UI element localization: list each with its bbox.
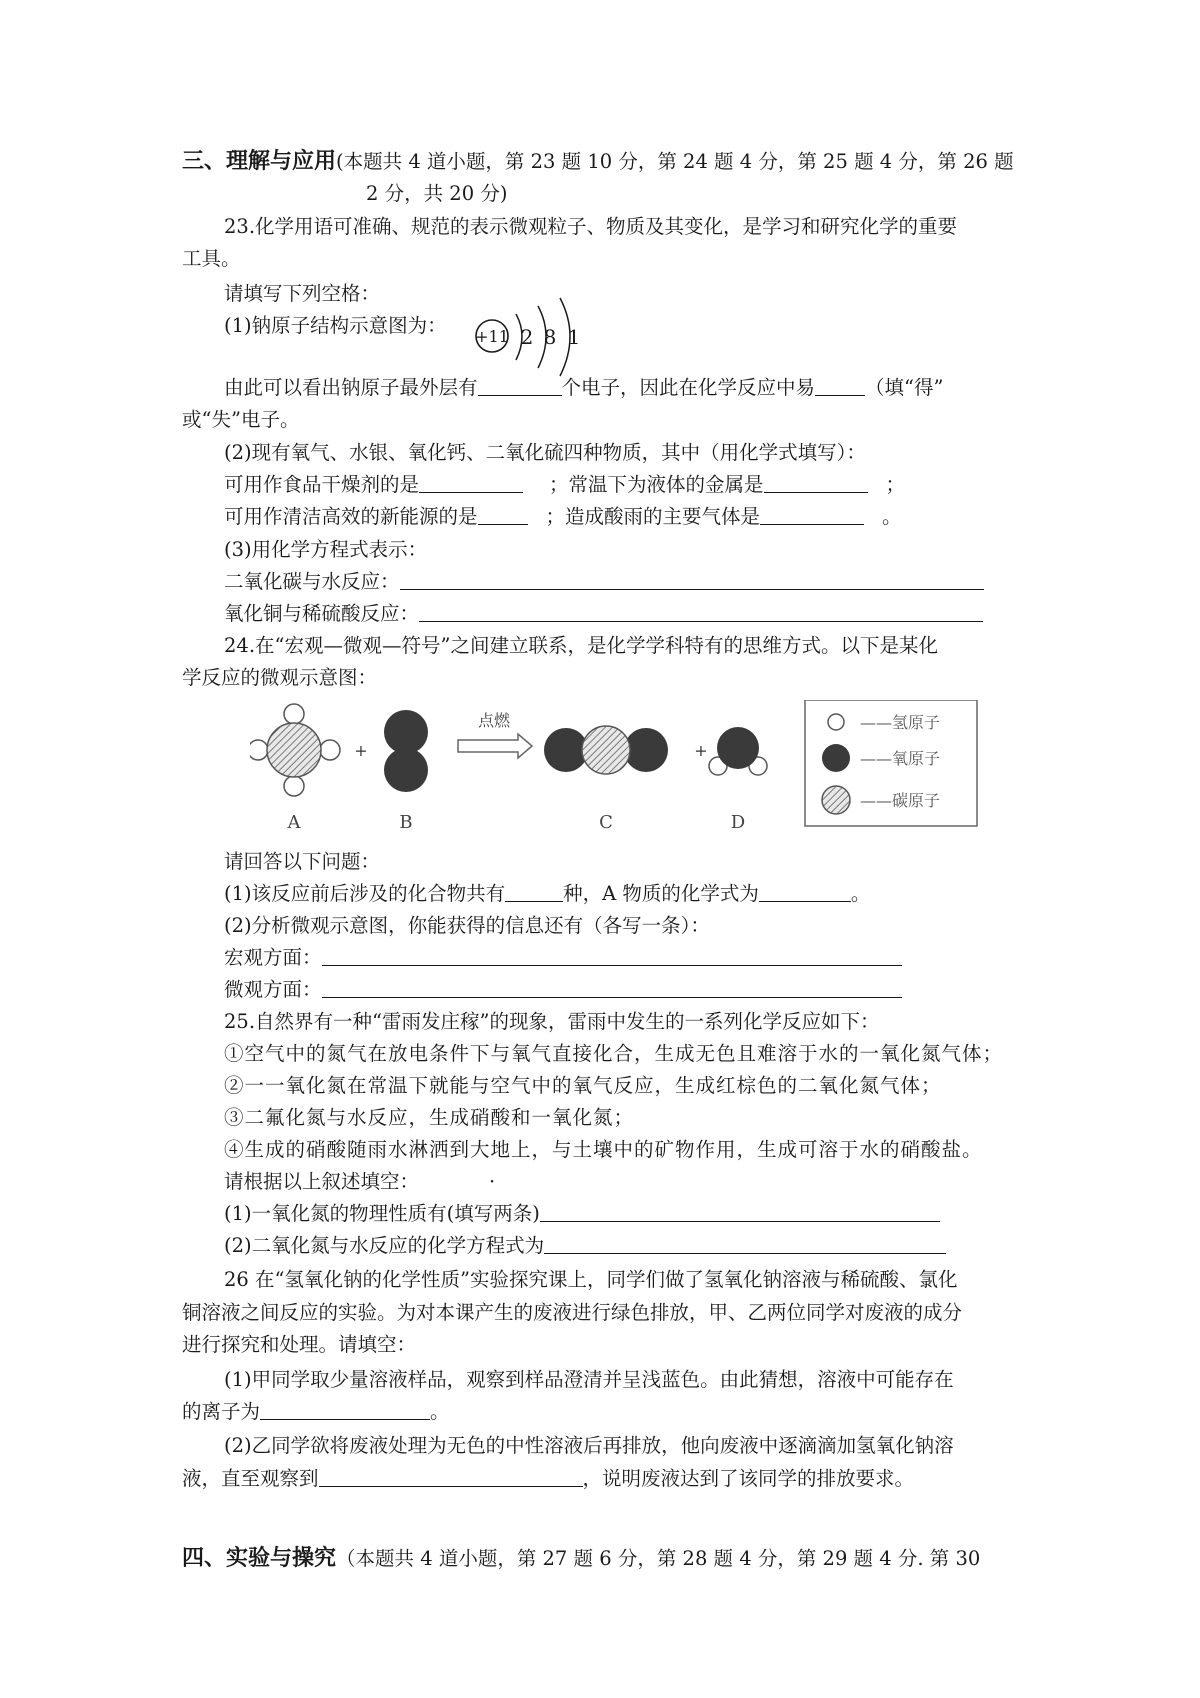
blank-compound-count[interactable]	[505, 881, 563, 902]
blank-outer-electrons[interactable]	[478, 375, 562, 396]
q26-intro-cont-2: 进行探究和处理。请填空：	[182, 1333, 417, 1356]
q24-part1: (1)该反应前后涉及的化合物共有 种，A 物质的化学式为 。	[224, 882, 871, 905]
shell-2-electrons: 8	[543, 325, 557, 349]
blank-liquid-metal[interactable]	[764, 472, 868, 493]
q23-prompt: 请填写下列空格：	[224, 282, 381, 305]
molecule-a	[250, 704, 340, 796]
q25-step-1: ①空气中的氮气在放电条件下与氧气直接化合，生成无色且难溶于水的一氧化氮气体；	[224, 1042, 1004, 1065]
section-3-note-cont: 2 分，共 20 分)	[366, 182, 508, 205]
label-b: B	[399, 812, 413, 833]
q23-intro-cont: 工具。	[182, 247, 241, 270]
q24-intro: 24.在“宏观—微观—符号”之间建立联系，是化学学科特有的思维方式。以下是某化	[224, 634, 938, 657]
q23-part1-text-cont: 或“失”电子。	[182, 408, 300, 431]
section-4-heading	[182, 1545, 980, 1573]
blank-acid-rain-gas[interactable]	[760, 504, 864, 525]
nucleus-charge: +11	[475, 327, 509, 346]
q25-prompt: 请根据以上叙述填空： ·	[224, 1170, 496, 1193]
plus-sign-2: +	[694, 741, 708, 760]
label-d: D	[730, 812, 746, 833]
reaction-micro-diagram	[250, 700, 980, 840]
section-3-note: (本题共 4 道小题，第 23 题 10 分，第 24 题 4 分，第 25 题 4 分，第 26 题	[336, 150, 1014, 173]
q25-part1: (1)一氧化氮的物理性质有(填写两条)	[224, 1200, 940, 1228]
label-c: C	[599, 812, 613, 833]
blank-co2-water-equation[interactable]	[400, 569, 984, 590]
q25-part2: (2)二氧化氮与水反应的化学方程式为	[224, 1232, 946, 1260]
blank-a-formula[interactable]	[759, 881, 851, 902]
q23-part2-line2: 可用作清洁高效的新能源的是 ；造成酸雨的主要气体是 。	[224, 505, 902, 528]
q24-part2-macro: 宏观方面：	[224, 944, 902, 972]
label-a: A	[287, 812, 301, 833]
molecule-b	[384, 710, 428, 792]
plus-sign-1: +	[354, 741, 368, 760]
shell-3-electrons: 1	[567, 325, 581, 349]
stray-dot: ·	[489, 1170, 496, 1193]
q25-step-2: ②一一氧化氮在常温下就能与空气中的氧气反应，生成红棕色的二氧化氮气体；	[224, 1074, 942, 1097]
legend-hydrogen: ——氢原子	[860, 713, 941, 732]
q23-part1-text: 由此可以看出钠原子最外层有 个电子，因此在化学反应中易 （填“得”	[224, 376, 944, 399]
blank-observation[interactable]	[319, 1466, 583, 1487]
legend-oxygen: ——氧原子	[860, 749, 941, 768]
blank-clean-energy[interactable]	[478, 504, 528, 525]
sodium-atom-diagram	[470, 288, 610, 384]
q24-part2-micro: 微观方面：	[224, 976, 902, 1004]
blank-possible-ions[interactable]	[260, 1399, 430, 1420]
q23-intro: 23.化学用语可准确、规范的表示微观粒子、物质及其变化，是学习和研究化学的重要	[224, 215, 958, 238]
q24-prompt: 请回答以下问题：	[224, 850, 381, 873]
legend-carbon: ——碳原子	[860, 791, 941, 810]
arrow-condition-label: 点燃	[477, 711, 511, 730]
q23-part2-line1: 可用作食品干燥剂的是 ；常温下为液体的金属是 ；	[224, 473, 906, 496]
molecule-d	[709, 727, 767, 775]
reaction-arrow	[458, 734, 532, 758]
blank-micro-info[interactable]	[322, 977, 902, 998]
q24-part2-label: (2)分析微观示意图，你能获得的信息还有（各写一条）：	[224, 914, 710, 937]
q25-step-4: ④生成的硝酸随雨水淋洒到大地上，与土壤中的矿物作用，生成可溶于水的硝酸盐。	[224, 1138, 983, 1161]
q26-part2: (2)乙同学欲将废液处理为无色的中性溶液后再排放，他向废液中逐滴滴加氢氧化钠溶	[224, 1434, 954, 1457]
q26-intro-cont-1: 铜溶液之间反应的实验。为对本课产生的废液进行绿色排放，甲、乙两位同学对废液的成分	[182, 1301, 963, 1324]
q25-step-3: ③二氟化氮与水反应，生成硝酸和一氧化氮；	[224, 1106, 635, 1129]
q24-intro-cont: 学反应的微观示意图：	[182, 666, 378, 689]
shell-1-electrons: 2	[520, 325, 534, 349]
q26-part1-cont: 的离子为 。	[182, 1400, 450, 1423]
q23-part1-label: (1)钠原子结构示意图为：	[224, 314, 447, 337]
blank-no-physical-properties[interactable]	[540, 1201, 940, 1222]
section-3-heading	[182, 148, 1014, 176]
q23-part3-line1: 二氧化碳与水反应：	[224, 568, 984, 596]
q25-intro: 25.自然界有一种“雷雨发庄稼”的现象，雷雨中发生的一系列化学反应如下：	[224, 1010, 880, 1033]
blank-macro-info[interactable]	[322, 945, 902, 966]
q23-part3-line2: 氧化铜与稀硫酸反应：	[224, 600, 983, 628]
q23-part3-label: (3)用化学方程式表示：	[224, 538, 428, 561]
molecule-c	[544, 726, 668, 774]
blank-desiccant[interactable]	[419, 472, 523, 493]
q26-intro: 26 在“氢氧化钠的化学性质”实验探究课上，同学们做了氢氧化钠溶液与稀硫酸、氯化	[224, 1268, 958, 1291]
section-3-title: 三、理解与应用	[182, 149, 337, 174]
q26-part2-cont: 液，直至观察到 ，说明废液达到了该同学的排放要求。	[182, 1467, 915, 1490]
q26-part1: (1)甲同学取少量溶液样品，观察到样品澄清并呈浅蓝色。由此猜想，溶液中可能存在	[224, 1368, 954, 1391]
blank-gain-lose[interactable]	[815, 375, 865, 396]
q23-part2-label: (2)现有氧气、水银、氧化钙、二氧化硫四种物质，其中（用化学式填写）：	[224, 441, 866, 464]
section-4-note: （本题共 4 道小题，第 27 题 6 分，第 28 题 4 分，第 29 题 4 分. 第 30	[336, 1547, 981, 1570]
blank-cuo-h2so4-equation[interactable]	[419, 601, 983, 622]
blank-no2-water-equation[interactable]	[544, 1233, 946, 1254]
section-4-title: 四、实验与操究	[182, 1546, 337, 1571]
